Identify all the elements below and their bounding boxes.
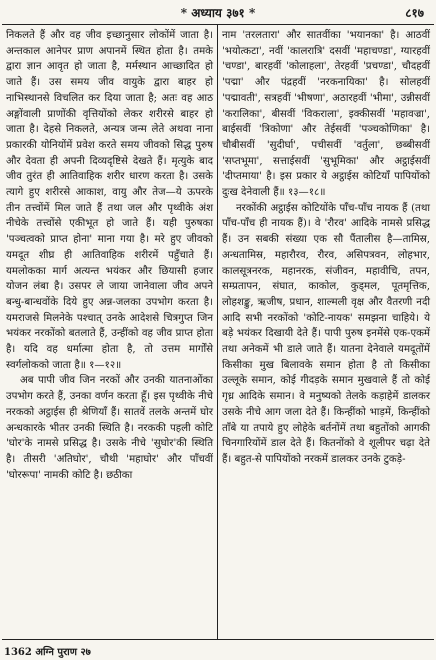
text-columns xyxy=(2,24,434,640)
left-paragraph-2: अब पापी जीव जिन नरकों और उनकी यातनाओंका उपभोग करते हैं, उनका वर्णन करता हूँ। इस पृथ्वीके नीचे नरकको अट्ठाईस ही श्रेणियाँ हैं। सातवें तलके अन्तमें घोर अन्धकारके भीतर उनकी स्थिति है। नरककी पहली कोटि 'घोर'के नामसे प्रसिद्ध है। उसके नीचे 'सुघोर'की स्थिति है। तीसरी 'अतिघोर', चौथी 'महाघोर' और पाँचवीं 'घोररूपा' नामकी कोटि है। छठीका xyxy=(6,375,213,481)
right-paragraph-1: नाम 'तरलतारा' और सातवींका 'भयानका' है। आठवीं 'भयोत्कटा', नवीं 'कालरात्रि' दसवीं 'महाचण्डा', ग्यारहवीं 'चण्डा', बारहवीं 'कोलाहला', तेरहवीं 'प्रचण्डा', चौदहवीं 'पद्मा' और पंद्रहवीं 'नरकनायिका' है। सोलहवीं 'पद्मावती', सत्रहवीं 'भीषणा', अठारहवीं 'भीमा', उन्नीसवीं 'करालिका', बीसवीं 'विकराला', इक्कीसवीं 'महावज्रा', बाईसवीं 'त्रिकोणा' और तेईसवीं 'पञ्चकोणिका' है। चौबीसवीं 'सुदीर्घा', पचीसवीं 'वर्तुला', छब्बीसवीं 'सप्तभूमा', सत्ताईसवीं 'सुभूमिका' और अट्ठाईसवीं 'दीप्तमाया' है। इस प्रकार ये अट्ठाईस कोटियाँ पापियोंको दुःख देनेवाली हैं॥ १३—१८॥ xyxy=(222,30,430,199)
page-footer: 1362 अग्नि पुराण २७ xyxy=(4,647,91,658)
page-number: ८१७ xyxy=(405,6,424,20)
chapter-title: * अध्याय ३७१ * xyxy=(180,5,256,20)
left-column xyxy=(2,25,218,639)
page-header xyxy=(4,2,432,22)
left-paragraph-1: निकलते हैं और वह जीव इच्छानुसार लोकोंमें जाता है। अन्तकाल आनेपर प्राण अपानमें स्थित होता है। तमके द्वारा ज्ञान आवृत हो जाता है, मर्मस्थान आच्छादित हो जाते हैं। उस समय जीव वायुके द्वारा बाहर हो नाभिस्थानसे विचलित कर दिया जाता है; अतः वह आठ अङ्गोंवाली प्राणोंकी वृत्तियोंको लेकर शरीरसे बाहर हो जाता है। देहसे निकलते, अन्यत्र जन्म लेते अथवा नाना प्रकारकी योनियोंमें प्रवेश करते समय जीवको सिद्ध पुरुष और देवता ही अपनी दिव्यदृष्टिसे देखते हैं। मृत्युके बाद जीव तुरंत ही आतिवाहिक शरीर धारण करता है। उसके त्यागे हुए शरीरसे आकाश, वायु और तेज—ये ऊपरके तीन तत्त्वोंमें मिल जाते हैं तथा जल और पृथ्वीके अंश नीचेके तत्त्वोंसे एकीभूत हो जाते हैं। यही पुरुषका 'पञ्चत्वको प्राप्त होना' माना गया है। मरे हुए जीवको यमदूत शीघ्र ही आतिवाहिक शरीरमें पहुँचाते हैं। यमलोकका मार्ग अत्यन्त भयंकर और छियासी हजार योजन लंबा है। उसपर ले जाया जानेवाला जीव अपने बन्धु-बान्धवोंके दिये हुए अन्न-जलका उपभोग करता है। यमराजसे मिलनेके पश्चात् उनके आदेशसे चित्रगुप्त जिन भयंकर नरकोंको बतलाते हैं, उन्हींको वह जीव प्राप्त होता है। यदि वह धर्मात्मा होता है, तो उत्तम मार्गोंसे स्वर्गलोकको जाता है॥ १—१२॥ xyxy=(6,30,213,371)
right-column xyxy=(218,25,434,639)
right-paragraph-2: नरकोंकी अट्ठाईस कोटियोंके पाँच-पाँच नायक हैं (तथा पाँच-पाँच ही नायक हैं)। वे 'रौरव' आदिके नामसे प्रसिद्ध हैं। उन सबकी संख्या एक सौ पैंतालीस है—तामिस्र, अन्धतामिस्र, महारौरव, रौरव, असिपत्रवन, लोहभार, कालसूत्रनरक, महानरक, संजीवन, महावीचि, तपन, सम्प्रतापन, संघात, काकोल, कुड्मल, पूतमृत्तिक, लोहशङ्कु, ऋजीष, प्रधान, शाल्मली वृक्ष और वैतरणी नदी आदि सभी नरकोंको 'कोटि-नायक' समझना चाहिये। ये बड़े भयंकर दिखायी देते हैं। पापी पुरुष इनमेंसे एक-एकमें तथा अनेकमें भी डाले जाते हैं। यातना देनेवाले यमदूतोंमें किसीका मुख बिलावके समान होता है तो किसीका उल्लूके समान, कोई गीदड़के समान मुखवाले हैं तो कोई गृध्र आदिके समान। वे मनुष्यको तेलके कड़ाहेमें डालकर उसके नीचे आग जला देते हैं। किन्हींको भाड़में, किन्हींको ताँबे या तपाये हुए लोहेके बर्तनोंमें तथा बहुतोंको आगकी चिनगारियोंमें डाल देते हैं। कितनोंको वे शूलीपर चढ़ा देते हैं। बहुत-से पापियोंको नरकमें डालकर उनके टुकड़े- xyxy=(222,202,430,465)
